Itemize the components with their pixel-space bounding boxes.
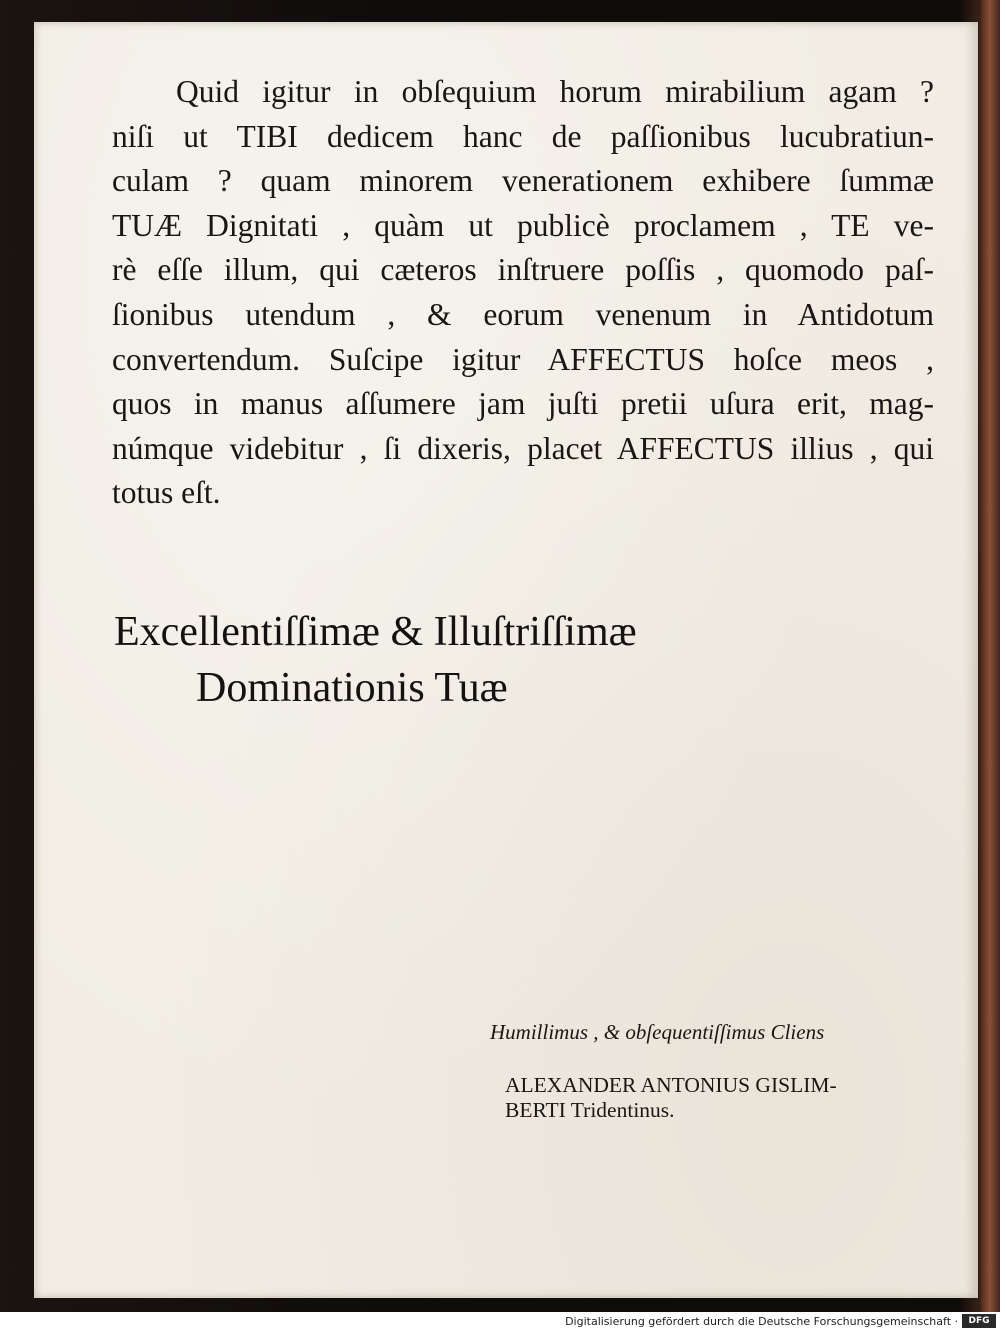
body-line: niſi ut TIBI dedicem hanc de paſſionibus lucubratiun- [112,118,934,154]
body-line: TUÆ Dignitati , quàm ut publicè proclamem , TE ve- [112,207,934,243]
signature-name-line-1: ALEXANDER ANTONIUS GISLIM- [505,1073,837,1097]
dedication-body [112,70,934,516]
body-line: ſionibus utendum , & eorum venenum in Antidotum [112,296,934,332]
dfg-logo-icon: DFG [962,1314,996,1328]
signature-italic-line: Humillimus , & obſequentiſſimus Cliens [490,1020,825,1044]
body-line: convertendum. Suſcipe igitur AFFECTUS hoſce meos , [112,341,934,377]
body-line: rè eſſe illum, qui cæteros inſtruere poſſis , quomodo paſ- [112,252,934,288]
body-line: Quid igitur in obſequium horum mirabilium agam ? [176,74,934,109]
closing-line-2: Dominationis Tuæ [196,665,508,711]
body-line: totus eſt. [112,475,221,511]
body-line: culam ? quam minorem venerationem exhibere ſummæ [112,163,934,199]
closing-salutation [114,604,637,716]
signature-name-line-2: BERTI Tridentinus. [505,1098,675,1122]
book-spine-edge [978,0,1000,1312]
digitization-credit: Digitalisierung gefördert durch die Deutsche Forschungsgemeinschaft · [565,1315,958,1328]
signature-name [505,1073,837,1123]
closing-line-1: Excellentiſſimæ & Illuſtriſſimæ [114,609,637,655]
body-line: quos in manus aſſumere jam juſti pretii uſura erit, mag- [112,386,934,422]
body-line: númque videbitur , ſi dixeris, placet AFFECTUS illius , qui [112,430,934,466]
